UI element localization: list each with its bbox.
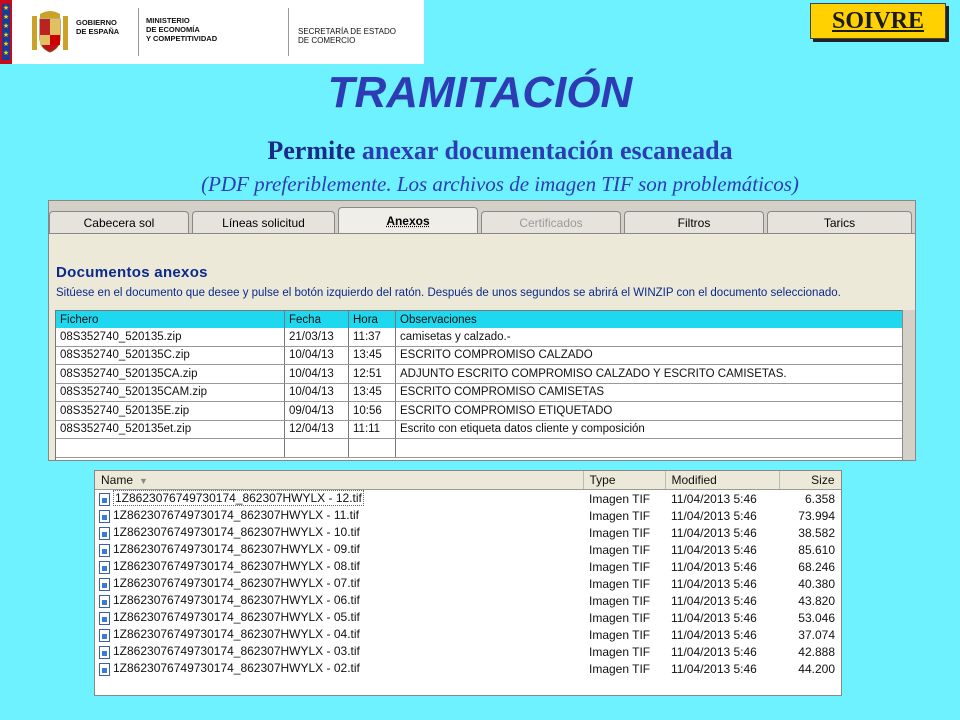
file-size: 68.246 xyxy=(798,559,835,574)
file-row[interactable] xyxy=(95,490,841,508)
table-row[interactable] xyxy=(56,383,904,402)
subtitle-rest: anexar documentación escaneada xyxy=(355,136,733,165)
file-size: 42.888 xyxy=(798,644,835,659)
cell-hora: 11:37 xyxy=(349,328,396,346)
file-modified: 11/04/2013 5:46 xyxy=(671,610,757,625)
tif-file-icon xyxy=(99,527,110,540)
file-modified: 11/04/2013 5:46 xyxy=(671,542,757,557)
file-type: Imagen TIF xyxy=(589,610,651,625)
file-size: 37.074 xyxy=(798,627,835,642)
column-modified[interactable]: Modified xyxy=(665,471,779,490)
cell-observaciones: Escrito con etiqueta datos cliente y composición xyxy=(396,420,904,439)
file-name: 1Z8623076749730174_862307HWYLX - 07.tif xyxy=(113,576,360,591)
grid-header-row xyxy=(56,311,904,328)
help-text: Sitúese en el documento que desee y pulse el botón izquierdo del ratón. Después de unos segundos se abrirá el WINZIP con el documento seleccionado. xyxy=(56,287,841,299)
tif-file-icon xyxy=(99,663,110,676)
tif-file-icon xyxy=(99,578,110,591)
grid-scrollbar[interactable] xyxy=(902,310,915,461)
file-name: 1Z8623076749730174_862307HWYLX - 08.tif xyxy=(113,559,360,574)
file-row[interactable] xyxy=(95,507,841,524)
tab-tarics[interactable]: Tarics xyxy=(767,211,912,233)
file-row[interactable] xyxy=(95,592,841,609)
file-size: 40.380 xyxy=(798,576,835,591)
file-modified: 11/04/2013 5:46 xyxy=(671,593,757,608)
cell-observaciones: ADJUNTO ESCRITO COMPROMISO CALZADO Y ESCRITO CAMISETAS. xyxy=(396,365,904,384)
cell-fecha: 10/04/13 xyxy=(285,383,349,402)
cell-fecha: 21/03/13 xyxy=(285,328,349,346)
anexos-tab-content xyxy=(49,233,915,461)
file-modified: 11/04/2013 5:46 xyxy=(671,644,757,659)
file-size: 85.610 xyxy=(798,542,835,557)
application-window xyxy=(48,200,916,461)
file-name: 1Z8623076749730174_862307HWYLX - 11.tif xyxy=(113,508,359,523)
file-modified: 11/04/2013 5:46 xyxy=(671,661,757,676)
page-title: TRAMITACIÓN xyxy=(327,68,633,117)
cell-hora: 13:45 xyxy=(349,346,396,365)
gobierno-de-espana-label: GOBIERNO DE ESPAÑA xyxy=(76,18,120,36)
file-row[interactable] xyxy=(95,609,841,626)
file-size: 6.358 xyxy=(804,491,835,506)
file-type: Imagen TIF xyxy=(589,542,651,557)
tif-file-icon xyxy=(99,510,110,523)
tif-file-icon xyxy=(99,493,110,506)
file-row[interactable] xyxy=(95,626,841,643)
section-title: Documentos anexos xyxy=(56,264,208,281)
government-header xyxy=(0,0,424,64)
file-name: 1Z8623076749730174_862307HWYLX - 06.tif xyxy=(113,593,360,608)
tab-cabecera-sol[interactable]: Cabecera sol xyxy=(49,211,189,233)
eu-flag-icon: ★ ★ ★ ★ ★ ★ xyxy=(0,0,12,64)
file-name: 1Z8623076749730174_862307HWYLX - 12.tif xyxy=(115,491,362,506)
file-type: Imagen TIF xyxy=(589,627,651,642)
file-modified: 11/04/2013 5:46 xyxy=(671,508,757,523)
sort-down-icon: ▼ xyxy=(139,476,148,486)
column-size[interactable]: Size xyxy=(779,471,841,490)
page-subtitle xyxy=(0,136,960,166)
cell-hora: 10:56 xyxy=(349,402,396,421)
file-modified: 11/04/2013 5:46 xyxy=(671,627,757,642)
cell-hora: 13:45 xyxy=(349,383,396,402)
column-fecha[interactable]: Fecha xyxy=(285,311,349,328)
cell-fecha: 10/04/13 xyxy=(285,365,349,384)
cell-observaciones: ESCRITO COMPROMISO ETIQUETADO xyxy=(396,402,904,421)
cell-fecha: 09/04/13 xyxy=(285,402,349,421)
file-modified: 11/04/2013 5:46 xyxy=(671,525,757,540)
cell-hora: 12:51 xyxy=(349,365,396,384)
file-name: 1Z8623076749730174_862307HWYLX - 09.tif xyxy=(113,542,360,557)
table-row[interactable] xyxy=(56,346,904,365)
secretary-label: SECRETARÍA DE ESTADO DE COMERCIO xyxy=(298,27,396,45)
explorer-header-row xyxy=(95,471,841,490)
file-type: Imagen TIF xyxy=(589,525,651,540)
column-name[interactable]: Name ▼ xyxy=(95,471,583,490)
ministry-label: MINISTERIO DE ECONOMÍA Y COMPETITIVIDAD xyxy=(146,16,218,43)
tif-file-icon xyxy=(99,544,110,557)
file-modified: 11/04/2013 5:46 xyxy=(671,559,757,574)
file-row[interactable] xyxy=(95,575,841,592)
attachments-grid xyxy=(55,310,905,461)
tif-file-icon xyxy=(99,561,110,574)
coat-of-arms-icon xyxy=(30,8,70,56)
column-type[interactable]: Type xyxy=(583,471,665,490)
page-note: (PDF preferiblemente. Los archivos de imagen TIF son problemáticos) xyxy=(201,172,799,196)
file-type: Imagen TIF xyxy=(589,661,651,676)
cell-observaciones: ESCRITO COMPROMISO CAMISETAS xyxy=(396,383,904,402)
tif-file-icon xyxy=(99,646,110,659)
file-size: 53.046 xyxy=(798,610,835,625)
file-size: 44.200 xyxy=(798,661,835,676)
cell-fecha: 12/04/13 xyxy=(285,420,349,439)
file-row[interactable] xyxy=(95,660,841,677)
file-explorer-list xyxy=(94,470,842,696)
tab-filtros[interactable]: Filtros xyxy=(624,211,764,233)
subtitle-lead: Permite xyxy=(267,136,356,165)
file-name: 1Z8623076749730174_862307HWYLX - 10.tif xyxy=(113,525,360,540)
table-row[interactable] xyxy=(56,420,904,439)
file-row[interactable] xyxy=(95,558,841,575)
cell-fichero: 08S352740_520135et.zip xyxy=(56,420,285,439)
table-row[interactable] xyxy=(56,365,904,384)
column-observaciones[interactable]: Observaciones xyxy=(396,311,904,328)
file-type: Imagen TIF xyxy=(589,593,651,608)
tif-file-icon xyxy=(99,612,110,625)
file-type: Imagen TIF xyxy=(589,491,651,506)
cell-fichero: 08S352740_520135C.zip xyxy=(56,346,285,365)
file-name: 1Z8623076749730174_862307HWYLX - 05.tif xyxy=(113,610,360,625)
cell-fichero: 08S352740_520135CA.zip xyxy=(56,365,285,384)
tab-bar xyxy=(49,207,915,233)
file-row[interactable] xyxy=(95,541,841,558)
file-modified: 11/04/2013 5:46 xyxy=(671,576,757,591)
file-row[interactable] xyxy=(95,643,841,660)
tif-file-icon xyxy=(99,595,110,608)
soivre-badge: SOIVRE xyxy=(810,3,946,39)
file-name: 1Z8623076749730174_862307HWYLX - 04.tif xyxy=(113,627,360,642)
cell-fichero: 08S352740_520135CAM.zip xyxy=(56,383,285,402)
cell-observaciones: ESCRITO COMPROMISO CALZADO xyxy=(396,346,904,365)
file-type: Imagen TIF xyxy=(589,508,651,523)
column-fichero[interactable]: Fichero xyxy=(56,311,285,328)
cell-fichero: 08S352740_520135E.zip xyxy=(56,402,285,421)
file-modified: 11/04/2013 5:46 xyxy=(671,491,757,506)
cell-observaciones: camisetas y calzado.- xyxy=(396,328,904,346)
file-size: 38.582 xyxy=(798,525,835,540)
file-type: Imagen TIF xyxy=(589,644,651,659)
file-name: 1Z8623076749730174_862307HWYLX - 03.tif xyxy=(113,644,360,659)
tif-file-icon xyxy=(99,629,110,642)
file-size: 43.820 xyxy=(798,593,835,608)
file-type: Imagen TIF xyxy=(589,559,651,574)
tab-lineas-solicitud[interactable]: Líneas solicitud xyxy=(192,211,335,233)
table-row[interactable] xyxy=(56,402,904,421)
cell-fecha: 10/04/13 xyxy=(285,346,349,365)
file-size: 73.994 xyxy=(798,508,835,523)
tab-certificados[interactable]: Certificados xyxy=(481,211,621,233)
table-row[interactable] xyxy=(56,328,904,346)
column-hora[interactable]: Hora xyxy=(349,311,396,328)
cell-fichero: 08S352740_520135.zip xyxy=(56,328,285,346)
cell-hora: 11:11 xyxy=(349,420,396,439)
file-name: 1Z8623076749730174_862307HWYLX - 02.tif xyxy=(113,661,360,676)
table-row-empty xyxy=(56,439,904,458)
file-type: Imagen TIF xyxy=(589,576,651,591)
file-row[interactable] xyxy=(95,524,841,541)
tab-anexos[interactable]: Anexos xyxy=(338,207,478,234)
